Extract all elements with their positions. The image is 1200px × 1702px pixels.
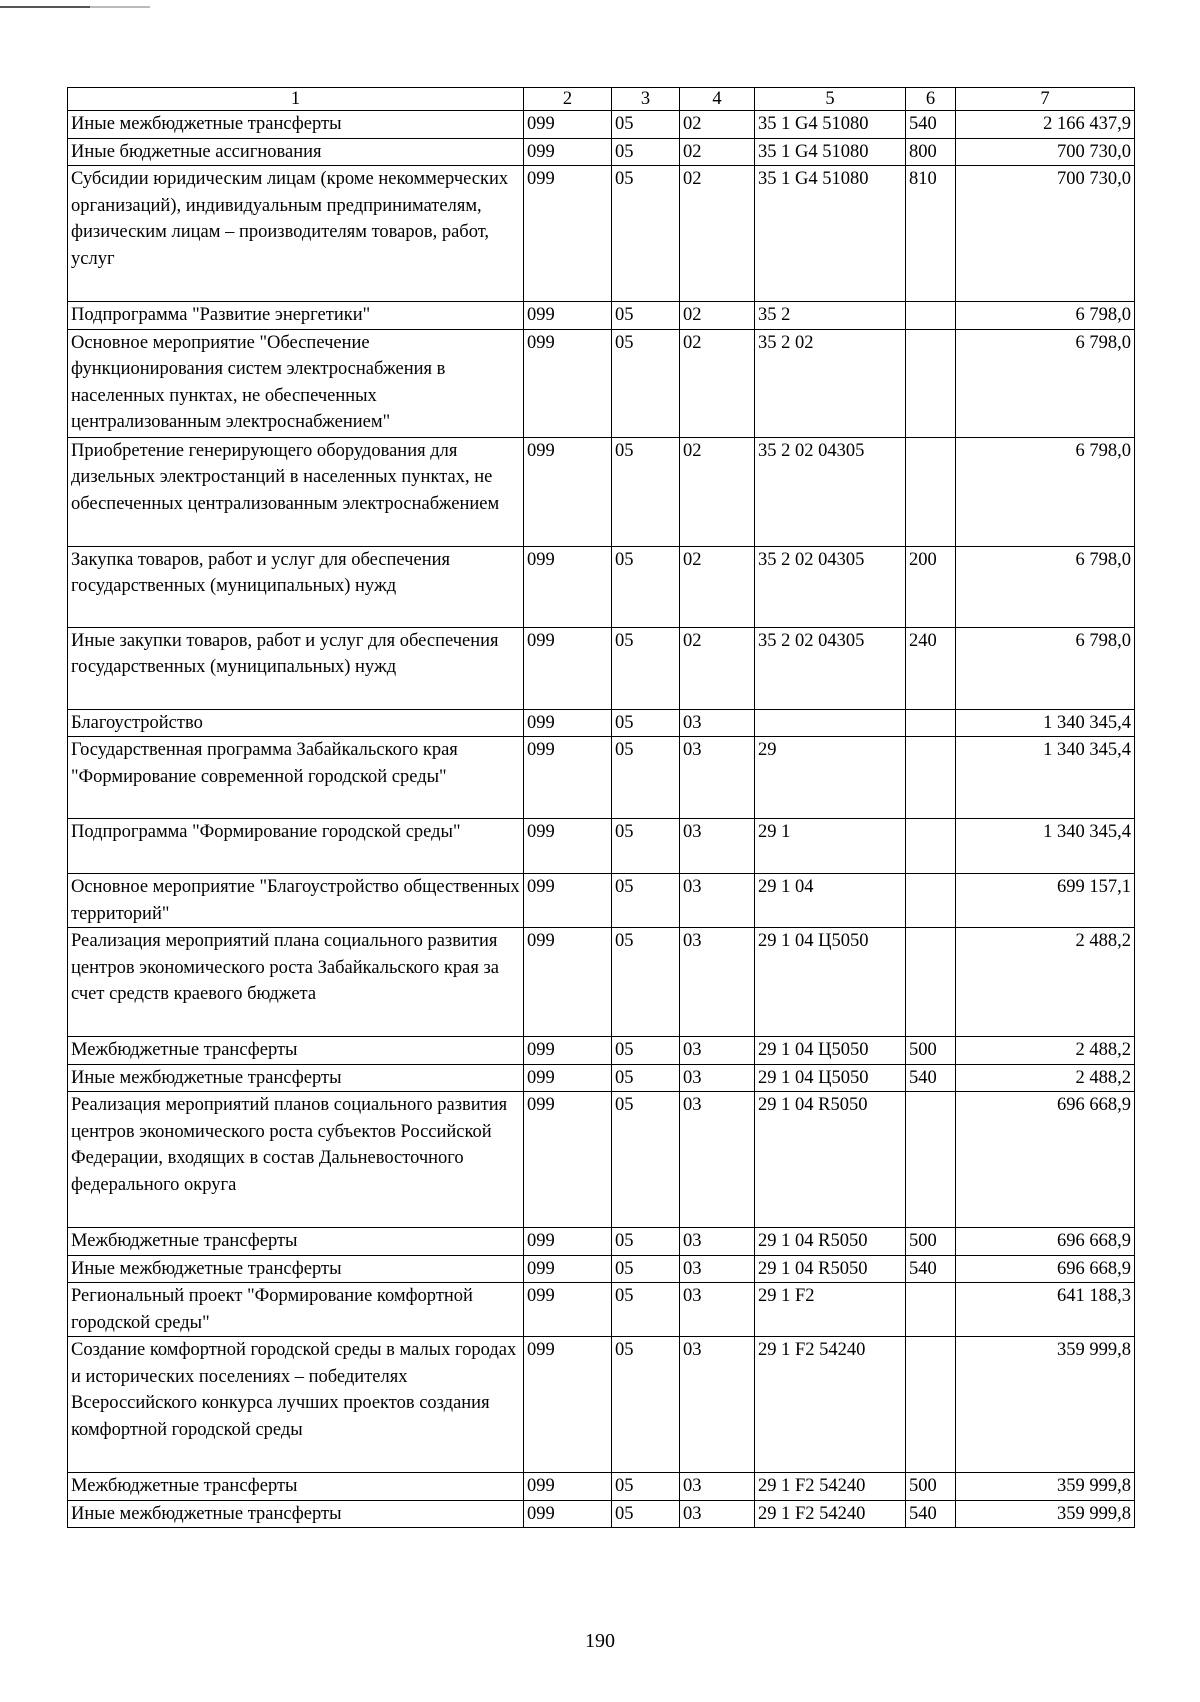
row-name: Иные бюджетные ассигнования: [68, 138, 524, 166]
row-name: Реализация мероприятий плана социального развития центров экономического роста Забайкальского края за счет средств краевого бюджета: [68, 928, 524, 1037]
row-ministry-code: 099: [524, 138, 612, 166]
row-name: Закупка товаров, работ и услуг для обеспечения государственных (муниципальных) нужд: [68, 546, 524, 627]
row-subsection-code: 03: [680, 928, 755, 1037]
row-ministry-code: 099: [524, 302, 612, 330]
row-amount: 359 999,8: [956, 1337, 1135, 1473]
row-target-article: 29 1 04 Ц5050: [755, 1064, 906, 1092]
row-subsection-code: 03: [680, 874, 755, 928]
row-target-article: 35 2 02 04305: [755, 437, 906, 546]
row-target-article: 35 2 02 04305: [755, 546, 906, 627]
row-section-code: 05: [612, 1473, 680, 1501]
table-row: [68, 329, 1135, 437]
row-target-article: 29 1 F2 54240: [755, 1500, 906, 1528]
row-section-code: 05: [612, 1037, 680, 1065]
row-name: Региональный проект "Формирование комфортной городской среды": [68, 1283, 524, 1337]
row-expense-type: [906, 1337, 956, 1473]
table-row: [68, 737, 1135, 819]
row-amount: 2 488,2: [956, 1037, 1135, 1065]
row-name: Основное мероприятие "Обеспечение функционирования систем электроснабжения в населенных пунктах, не обеспеченных централизованным электроснабжением": [68, 329, 524, 437]
row-section-code: 05: [612, 709, 680, 737]
row-ministry-code: 099: [524, 627, 612, 709]
row-subsection-code: 02: [680, 437, 755, 546]
row-ministry-code: 099: [524, 1092, 612, 1228]
table-row: [68, 928, 1135, 1037]
row-name: Субсидии юридическим лицам (кроме некоммерческих организаций), индивидуальным предпринимателям, физическим лицам – производителям товаров, работ, услуг: [68, 166, 524, 302]
row-subsection-code: 03: [680, 709, 755, 737]
table-row: [68, 1473, 1135, 1501]
row-ministry-code: 099: [524, 1283, 612, 1337]
row-name: Подпрограмма "Формирование городской среды": [68, 819, 524, 874]
row-subsection-code: 03: [680, 1473, 755, 1501]
row-amount: 2 488,2: [956, 1064, 1135, 1092]
row-section-code: 05: [612, 329, 680, 437]
row-section-code: 05: [612, 737, 680, 819]
row-section-code: 05: [612, 437, 680, 546]
row-subsection-code: 02: [680, 546, 755, 627]
row-expense-type: 200: [906, 546, 956, 627]
row-name: Иные межбюджетные трансферты: [68, 1255, 524, 1283]
row-expense-type: [906, 928, 956, 1037]
row-subsection-code: 02: [680, 329, 755, 437]
row-expense-type: 540: [906, 1064, 956, 1092]
table-row: [68, 546, 1135, 627]
row-amount: 700 730,0: [956, 138, 1135, 166]
row-name: Иные межбюджетные трансферты: [68, 111, 524, 139]
row-ministry-code: 099: [524, 709, 612, 737]
row-name: Создание комфортной городской среды в малых городах и исторических поселениях – победителях Всероссийского конкурса лучших проектов создания комфортной городской среды: [68, 1337, 524, 1473]
header-cell: 5: [755, 88, 906, 111]
row-expense-type: [906, 819, 956, 874]
row-section-code: 05: [612, 166, 680, 302]
table-row: [68, 166, 1135, 302]
row-target-article: 35 2 02: [755, 329, 906, 437]
row-subsection-code: 02: [680, 166, 755, 302]
row-subsection-code: 03: [680, 1283, 755, 1337]
table-row: [68, 1064, 1135, 1092]
row-amount: 1 340 345,4: [956, 819, 1135, 874]
row-expense-type: [906, 329, 956, 437]
row-target-article: 35 2 02 04305: [755, 627, 906, 709]
row-name: Благоустройство: [68, 709, 524, 737]
row-target-article: 29 1 04 R5050: [755, 1255, 906, 1283]
row-section-code: 05: [612, 546, 680, 627]
row-target-article: 29 1 F2: [755, 1283, 906, 1337]
row-amount: 1 340 345,4: [956, 709, 1135, 737]
row-subsection-code: 03: [680, 819, 755, 874]
row-ministry-code: 099: [524, 874, 612, 928]
table-row: [68, 1500, 1135, 1528]
header-cell: 2: [524, 88, 612, 111]
row-subsection-code: 02: [680, 138, 755, 166]
row-amount: 6 798,0: [956, 437, 1135, 546]
row-expense-type: 800: [906, 138, 956, 166]
table-row: [68, 1337, 1135, 1473]
row-name: Межбюджетные трансферты: [68, 1473, 524, 1501]
row-section-code: 05: [612, 138, 680, 166]
row-amount: 700 730,0: [956, 166, 1135, 302]
row-ministry-code: 099: [524, 329, 612, 437]
row-expense-type: 810: [906, 166, 956, 302]
row-target-article: [755, 709, 906, 737]
row-name: Иные межбюджетные трансферты: [68, 1500, 524, 1528]
table-row: [68, 437, 1135, 546]
table-row: [68, 302, 1135, 330]
row-target-article: 35 2: [755, 302, 906, 330]
row-target-article: 29 1 04: [755, 874, 906, 928]
row-section-code: 05: [612, 1255, 680, 1283]
row-expense-type: [906, 874, 956, 928]
row-section-code: 05: [612, 1092, 680, 1228]
row-expense-type: [906, 1092, 956, 1228]
row-name: Основное мероприятие "Благоустройство общественных территорий": [68, 874, 524, 928]
row-ministry-code: 099: [524, 437, 612, 546]
row-name: Государственная программа Забайкальского края "Формирование современной городской среды": [68, 737, 524, 819]
row-amount: 359 999,8: [956, 1473, 1135, 1501]
row-expense-type: 500: [906, 1037, 956, 1065]
row-amount: 6 798,0: [956, 627, 1135, 709]
header-cell: 7: [956, 88, 1135, 111]
row-ministry-code: 099: [524, 928, 612, 1037]
row-subsection-code: 02: [680, 111, 755, 139]
row-ministry-code: 099: [524, 546, 612, 627]
row-subsection-code: 03: [680, 1255, 755, 1283]
row-amount: 6 798,0: [956, 546, 1135, 627]
row-section-code: 05: [612, 1283, 680, 1337]
row-expense-type: 540: [906, 1255, 956, 1283]
row-ministry-code: 099: [524, 1228, 612, 1256]
row-target-article: 29 1 F2 54240: [755, 1473, 906, 1501]
row-expense-type: 540: [906, 1500, 956, 1528]
row-section-code: 05: [612, 819, 680, 874]
row-subsection-code: 03: [680, 1037, 755, 1065]
row-amount: 359 999,8: [956, 1500, 1135, 1528]
row-subsection-code: 03: [680, 1064, 755, 1092]
table-row: [68, 627, 1135, 709]
table-row: [68, 1283, 1135, 1337]
row-section-code: 05: [612, 928, 680, 1037]
row-subsection-code: 02: [680, 302, 755, 330]
row-ministry-code: 099: [524, 166, 612, 302]
row-amount: 696 668,9: [956, 1255, 1135, 1283]
row-amount: 6 798,0: [956, 302, 1135, 330]
row-subsection-code: 03: [680, 737, 755, 819]
header-cell: 4: [680, 88, 755, 111]
row-target-article: 35 1 G4 51080: [755, 166, 906, 302]
row-amount: 696 668,9: [956, 1228, 1135, 1256]
row-expense-type: [906, 737, 956, 819]
row-subsection-code: 02: [680, 627, 755, 709]
row-section-code: 05: [612, 111, 680, 139]
row-name: Подпрограмма "Развитие энергетики": [68, 302, 524, 330]
row-ministry-code: 099: [524, 111, 612, 139]
row-expense-type: [906, 302, 956, 330]
row-subsection-code: 03: [680, 1337, 755, 1473]
table-row: [68, 111, 1135, 139]
row-section-code: 05: [612, 302, 680, 330]
row-target-article: 29 1 04 Ц5050: [755, 928, 906, 1037]
row-subsection-code: 03: [680, 1500, 755, 1528]
row-ministry-code: 099: [524, 1473, 612, 1501]
row-name: Межбюджетные трансферты: [68, 1228, 524, 1256]
row-section-code: 05: [612, 1337, 680, 1473]
row-amount: 641 188,3: [956, 1283, 1135, 1337]
row-ministry-code: 099: [524, 1255, 612, 1283]
row-subsection-code: 03: [680, 1092, 755, 1228]
row-expense-type: [906, 709, 956, 737]
row-ministry-code: 099: [524, 737, 612, 819]
row-name: Иные межбюджетные трансферты: [68, 1064, 524, 1092]
row-expense-type: 240: [906, 627, 956, 709]
row-expense-type: [906, 1283, 956, 1337]
table-row: [68, 1255, 1135, 1283]
row-section-code: 05: [612, 627, 680, 709]
row-target-article: 35 1 G4 51080: [755, 111, 906, 139]
row-ministry-code: 099: [524, 1337, 612, 1473]
row-ministry-code: 099: [524, 1500, 612, 1528]
row-name: Межбюджетные трансферты: [68, 1037, 524, 1065]
row-expense-type: 500: [906, 1473, 956, 1501]
scan-artifact-line: [0, 6, 150, 8]
row-section-code: 05: [612, 1500, 680, 1528]
table-row: [68, 819, 1135, 874]
table-row: [68, 138, 1135, 166]
row-name: Иные закупки товаров, работ и услуг для обеспечения государственных (муниципальных) нужд: [68, 627, 524, 709]
page-number: 190: [585, 1630, 615, 1652]
table-row: [68, 1037, 1135, 1065]
row-section-code: 05: [612, 874, 680, 928]
row-target-article: 29: [755, 737, 906, 819]
row-amount: 699 157,1: [956, 874, 1135, 928]
row-target-article: 29 1 04 Ц5050: [755, 1037, 906, 1065]
row-name: Реализация мероприятий планов социального развития центров экономического роста субъектов Российской Федерации, входящих в состав Дальневосточного федерального округа: [68, 1092, 524, 1228]
row-name: Приобретение генерирующего оборудования для дизельных электростанций в населенных пунктах, не обеспеченных централизованным электроснабжением: [68, 437, 524, 546]
table-header-row: [68, 88, 1135, 111]
row-amount: 2 488,2: [956, 928, 1135, 1037]
header-cell: 6: [906, 88, 956, 111]
row-amount: 2 166 437,9: [956, 111, 1135, 139]
table-row: [68, 1228, 1135, 1256]
header-cell: 1: [68, 88, 524, 111]
row-expense-type: 500: [906, 1228, 956, 1256]
row-ministry-code: 099: [524, 819, 612, 874]
budget-table: [67, 87, 1135, 1528]
row-target-article: 29 1 04 R5050: [755, 1228, 906, 1256]
row-subsection-code: 03: [680, 1228, 755, 1256]
table-row: [68, 1092, 1135, 1228]
row-ministry-code: 099: [524, 1037, 612, 1065]
row-ministry-code: 099: [524, 1064, 612, 1092]
row-expense-type: 540: [906, 111, 956, 139]
row-expense-type: [906, 437, 956, 546]
row-amount: 1 340 345,4: [956, 737, 1135, 819]
row-amount: 696 668,9: [956, 1092, 1135, 1228]
row-amount: 6 798,0: [956, 329, 1135, 437]
row-target-article: 29 1: [755, 819, 906, 874]
header-cell: 3: [612, 88, 680, 111]
row-section-code: 05: [612, 1228, 680, 1256]
row-target-article: 29 1 04 R5050: [755, 1092, 906, 1228]
row-target-article: 29 1 F2 54240: [755, 1337, 906, 1473]
table-row: [68, 709, 1135, 737]
row-section-code: 05: [612, 1064, 680, 1092]
table-row: [68, 874, 1135, 928]
row-target-article: 35 1 G4 51080: [755, 138, 906, 166]
